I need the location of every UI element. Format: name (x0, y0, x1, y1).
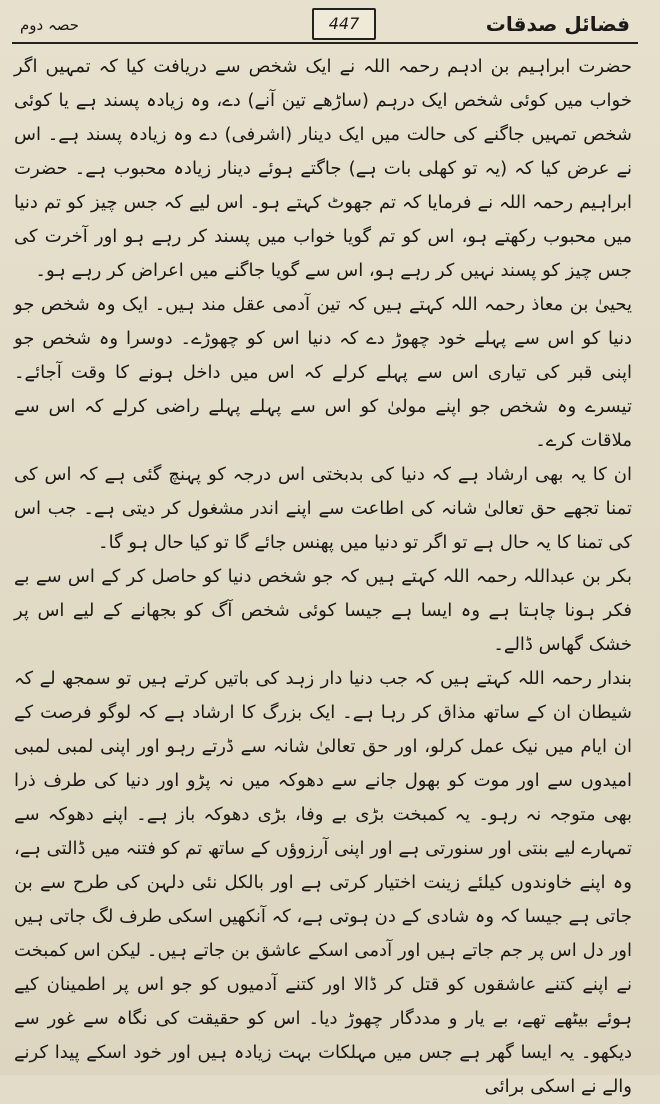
paragraph-world-misfortune: ان کا یہ بھی ارشاد ہے کہ دنیا کی بدبختی اس درجہ کو پہنچ گئی ہے کہ اس کی تمنا تجھے حق تعالیٰ شانہ کی اطاعت سے اپنے اندر مشغول کر دیتی ہے۔ جب اس کی تمنا کا یہ حال ہے تو اگر تو دنیا میں پھنس جائے گا تو کیا حال ہو گا۔ (14, 464, 632, 553)
book-title: فضائل صدقات (485, 12, 630, 36)
paragraph-yahya: یحییٰ بن معاذ رحمہ اللہ کہتے ہیں کہ تین آدمی عقل مند ہیں۔ ایک وہ شخص جو دنیا کو اس سے پہلے خود چھوڑ دے کہ دنیا اس کو چھوڑے۔ دوسرا وہ شخص جو اپنی قبر کی تیاری اس سے پہلے کرلے کہ اس میں داخل ہونے کا وقت آجائے۔ تیسرے وہ شخص جو اپنے مولیٰ کو اس سے پہلے پہلے راضی کرلے کہ اس سے ملاقات کرے۔ (14, 294, 632, 451)
page-header (10, 6, 638, 50)
paragraph-bundar: بندار رحمہ اللہ کہتے ہیں کہ جب دنیا دار زہد کی باتیں کرتے ہیں تو سمجھ لے کہ شیطان ان کے ساتھ مذاق کر رہا ہے۔ ایک بزرگ کا ارشاد ہے کہ لوگو فرصت کے ان ایام میں نیک عمل کرلو، اور حق تعالیٰ شانہ سے ڈرتے رہو اور اپنی لمبی لمبی امیدوں سے اور موت کو بھول جانے سے دھوکہ میں نہ پڑو اور دنیا کی طرف ذرا بھی متوجہ نہ رہو۔ یہ کمبخت بڑی بے وفا، بڑی دھوکہ باز ہے۔ اپنے دھوکہ سے تمہارے لیے بنتی اور سنورتی ہے اور اپنی آرزوؤں کے ساتھ تم کو فتنہ میں ڈالتی ہے، وہ اپنے خاوندوں کیلئے زینت اختیار کرتی ہے اور بالکل نئی دلہن کی طرح سے بن جاتی ہے جیسا کہ وہ شادی کے دن ہوتی ہے، کہ آنکھیں اسکی طرف لگ جاتی ہیں اور دل اس پر جم جاتے ہیں اور آدمی اسکے عاشق بن جاتے ہیں۔ لیکن اس کمبخت نے اپنے کتنے عاشقوں کو قتل کر ڈالا اور کتنے آدمیوں کو جو اس پر اطمینان کیے ہوئے بیٹھے تھے، بے یار و مددگار چھوڑ دیا۔ اس کو حقیقت کی نگاہ سے غور سے دیکھو۔ یہ ایسا گھر ہے جس میں مہلکات بہت زیادہ ہیں اور خود اسکے پیدا کرنے والے نے اسکی برائی (14, 668, 633, 1097)
page-body (10, 50, 638, 1104)
page-number-box: 447 (312, 8, 376, 40)
header-divider (12, 42, 638, 44)
paragraph-ibrahim: حضرت ابراہیم بن ادہم رحمہ اللہ نے ایک شخص سے دریافت کیا کہ تمہیں اگر خواب میں کوئی شخص ایک درہم (ساڑھے تین آنے) دے، وہ زیادہ پسند ہے یا کوئی شخص تمہیں جاگنے کی حالت میں ایک دینار (اشرفی) دے وہ زیادہ پسند ہے۔ اس نے عرض کیا کہ (یہ تو کھلی بات ہے) جاگتے ہوئے دینار زیادہ محبوب ہے۔ حضرت ابراہیم رحمہ اللہ نے فرمایا کہ تم جھوٹ کہتے ہو۔ اس لیے کہ جس چیز کو تم دنیا میں محبوب رکھتے ہو، اس کو تم گویا خواب میں پسند کر رہے ہو اور آخرت کی جس چیز کو پسند نہیں کر رہے ہو، اس سے گویا جاگنے میں اعراض کر رہے ہو۔ (14, 56, 632, 281)
section-label: حصہ دوم (20, 16, 80, 34)
paragraph-bakr: بکر بن عبداللہ رحمہ اللہ کہتے ہیں کہ جو شخص دنیا کو حاصل کر کے اس سے بے فکر ہونا چاہتا ہے وہ ایسا ہے جیسا کوئی شخص آگ کو بجھانے کے لیے اس پر خشک گھاس ڈالے۔ (14, 566, 632, 655)
